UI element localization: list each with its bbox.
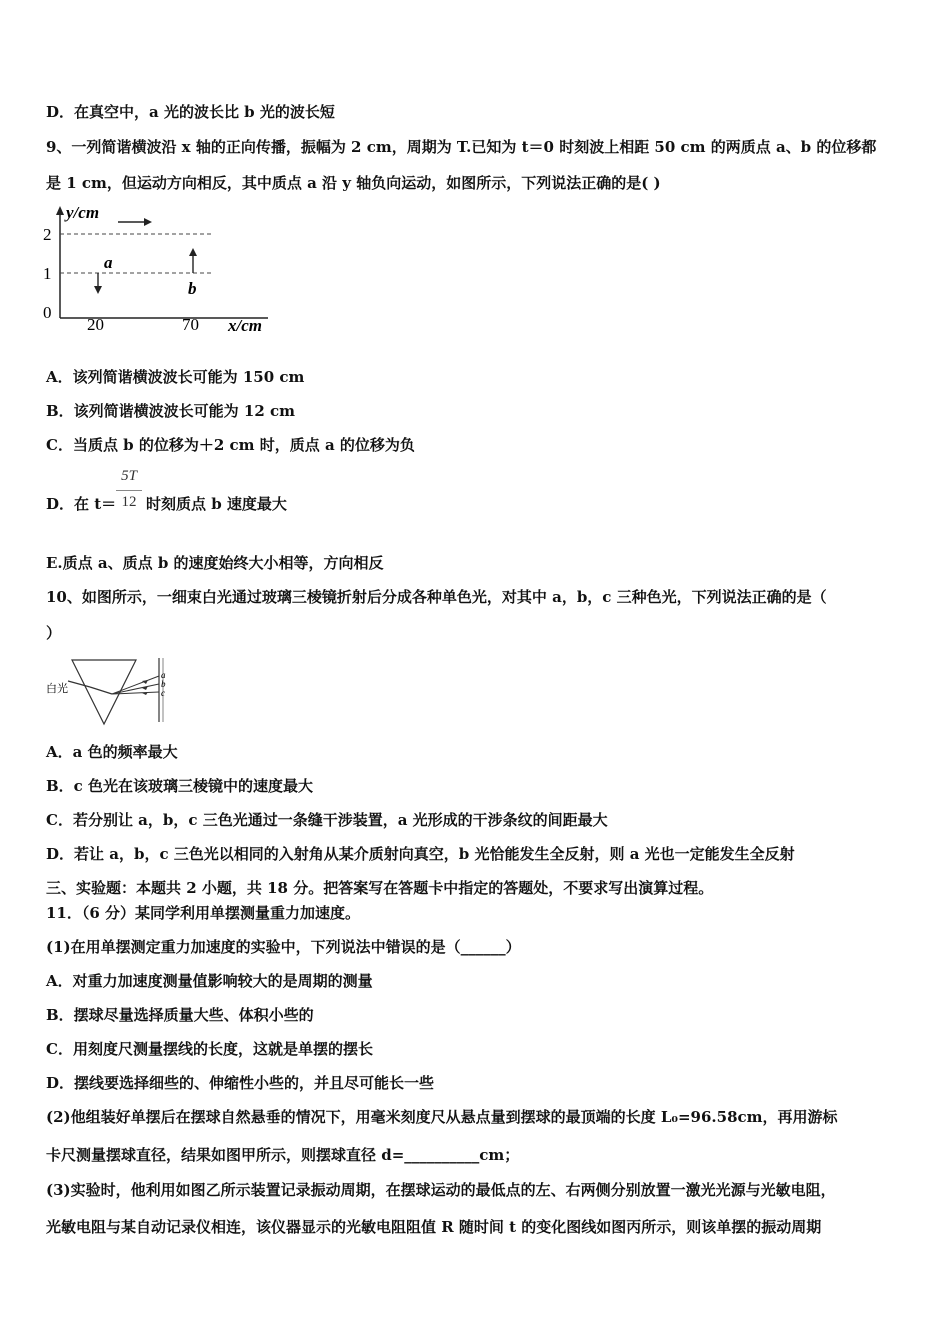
y-tick-0: 0 [43,303,52,322]
y-tick-1: 1 [43,264,52,283]
q10-stem-line2: ） [46,624,62,642]
fraction-numerator: 5T [121,468,137,484]
white-light-label: 白光 [46,683,68,695]
ray-b-label: b [161,679,166,689]
ray-c-label: c [161,688,165,698]
y-tick-2: 2 [43,225,52,244]
q9-option-b: B．该列简谐横波波长可能为 12 cm [46,402,296,420]
point-b-label: b [188,279,197,298]
q9-stem-line2: 是 1 cm，但运动方向相反，其中质点 a 沿 y 轴负向运动，如图所示，下列说法正确的是( ) [46,174,661,192]
fraction-denominator: 12 [121,494,137,510]
q8-option-d: D．在真空中，a 光的波长比 b 光的波长短 [46,103,335,121]
fraction-bar [116,490,142,491]
q9-option-a: A．该列简谐横波波长可能为 150 cm [46,368,305,386]
q11-part2-line1: (2)他组装好单摆后在摆球自然悬垂的情况下，用毫米刻度尺从悬点量到摆球的最顶端的长度 L₀=96.58cm，再用游标 [46,1108,838,1126]
point-a-label: a [104,253,113,272]
q10-option-b: B．c 色光在该玻璃三棱镜中的速度最大 [46,777,314,795]
q10-option-c: C．若分别让 a，b，c 三色光通过一条缝干涉装置，a 光形成的干涉条纹的间距最大 [46,811,608,829]
q11-part3-line1: (3)实验时，他利用如图乙所示装置记录振动周期，在摆球运动的最低点的左、右两侧分别放置一激光光源与光敏电阻， [46,1181,836,1199]
ray-a-label: a [161,670,166,680]
q11-option-c: C．用刻度尺测量摆线的长度，这就是单摆的摆长 [46,1040,373,1058]
q11-stem: 11．（6 分）某同学利用单摆测量重力加速度。 [46,904,361,922]
y-axis-label: y/cm [66,203,100,222]
x-axis-label: x/cm [228,316,262,335]
wave-figure [40,198,280,338]
x-tick-20: 20 [87,315,104,334]
q10-option-d: D．若让 a，b，c 三色光以相同的入射角从某介质射向真空，b 光恰能发生全反射，则 a 光也一定能发生全反射 [46,845,795,863]
q11-part2-line2: 卡尺测量摆球直径，结果如图甲所示，则摆球直径 d=__________cm； [46,1146,520,1164]
q11-part1: (1)在用单摆测定重力加速度的实验中，下列说法中错误的是（______） [46,938,521,956]
q10-option-a: A．a 色的频率最大 [46,743,178,761]
q11-option-a: A．对重力加速度测量值影响较大的是周期的测量 [46,972,373,990]
q9-option-d-prefix: D．在 t＝ [46,495,117,513]
x-tick-70: 70 [182,315,199,334]
q9-option-d-suffix: 时刻质点 b 速度最大 [146,495,287,513]
q11-option-b: B．摆球尽量选择质量大些、体积小些的 [46,1006,314,1024]
q9-stem-line1: 9、一列简谐横波沿 x 轴的正向传播，振幅为 2 cm，周期为 T.已知为 t＝0 时刻波上相距 50 cm 的两质点 a、b 的位移都 [46,138,877,156]
q9-option-c: C．当质点 b 的位移为＋2 cm 时，质点 a 的位移为负 [46,436,415,454]
q11-part3-line2: 光敏电阻与某自动记录仪相连，该仪器显示的光敏电阻阻值 R 随时间 t 的变化图线如图丙所示，则该单摆的振动周期 [46,1218,822,1236]
prism-figure [44,654,174,729]
q9-option-e: E.质点 a、质点 b 的速度始终大小相等，方向相反 [46,554,384,572]
q10-stem-line1: 10、如图所示，一细束白光通过玻璃三棱镜折射后分成各种单色光，对其中 a，b，c 三种色光，下列说法正确的是（ [46,588,827,606]
q11-option-d: D．摆线要选择细些的、伸缩性小些的，并且尽可能长一些 [46,1074,435,1092]
section-3-heading: 三、实验题：本题共 2 小题，共 18 分。把答案写在答题卡中指定的答题处，不要求写出演算过程。 [46,879,714,897]
